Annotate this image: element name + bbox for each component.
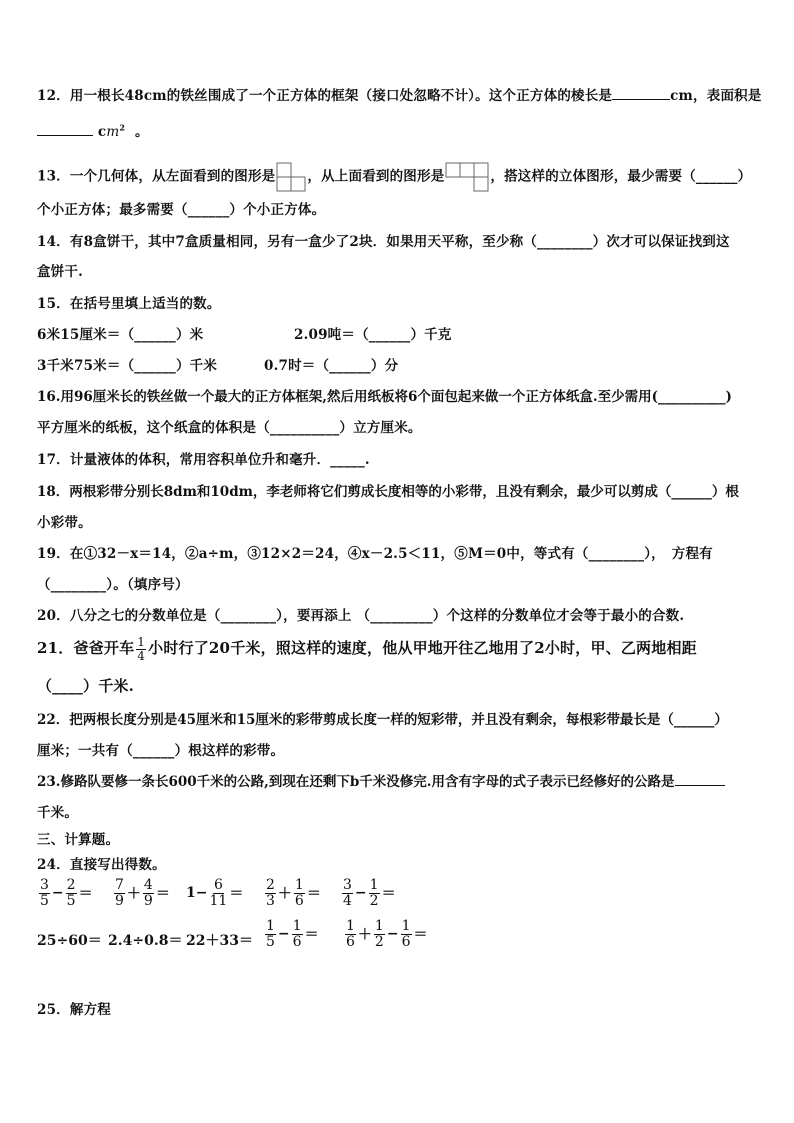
fraction: $\frac{1}{4}$ [137,635,146,663]
question-22-line-1: 22．把两根长度分别是45厘米和15厘米的彩带剪成长度一样的短彩带，并且没有剩余，每根彩带最长是（______） [37,712,728,728]
answer-blank[interactable] [37,135,93,136]
question-18-line-2: 小彩带。 [37,515,92,531]
question-21-line-1: 21．爸爸开车 $\frac{1}{4}$ 小时行了20千米，照这样的速度，他从甲地开往乙地用了2小时，甲、乙两地相距 [37,635,697,663]
question-15-item: 2.09吨＝（______）千克 [294,327,452,343]
question-15-item: 3千米75米＝（______）千米 [37,358,218,374]
question-23-line-2: 千米。 [37,805,79,821]
question-13-line-2: 个小正方体；最多需要（______）个小正方体。 [37,202,326,218]
question-15-item: 6米15厘米＝（______）米 [37,327,204,343]
question-14-line-2: 盒饼干. [37,264,83,280]
question-16-line-2: 平方厘米的纸板，这个纸盒的体积是（__________）立方厘米。 [37,420,422,436]
calc-item: $\frac{3}{5}$ − $\frac{2}{5}$ ＝ [40,877,93,909]
question-23-line-1: 23.修路队要修一条长600千米的公路,到现在还剩下b千米没修完.用含有字母的式子表示已经修好的公路是 [37,770,725,790]
calc-item: 1− $\frac{6}{11}$ ＝ [186,877,244,909]
question-21-line-2: （____）千米. [37,677,135,695]
calc-item: 2.4÷0.8＝ [108,933,183,949]
calc-item: 25÷60＝ [37,933,102,949]
calc-item: $\frac{2}{3}$ ＋ $\frac{1}{6}$ ＝ [266,877,321,909]
question-15-title: 15．在括号里填上适当的数。 [37,296,221,312]
question-20: 20．八分之七的分数单位是（________），要再添上 （_________）个这样的分数单位才会等于最小的合数. [37,608,685,624]
question-12-line-1: 12．用一根长48cm的铁丝围成了一个正方体的框架（接口处忽略不计）。这个正方体的棱长是 cm，表面积是 [37,88,762,104]
calc-item: 22＋33＝ [186,933,253,949]
question-22-line-2: 厘米；一共有（______）根这样的彩带。 [37,743,285,759]
question-12-line-2: $cm^2$ 。 [37,120,149,140]
calc-item: $\frac{3}{4}$ − $\frac{1}{2}$ ＝ [343,877,396,909]
question-16-line-1: 16.用96厘米长的铁丝做一个最大的正方体框架,然后用纸板将6个面包起来做一个正方体纸盒.至少需用(__________) [37,389,732,405]
calc-item: $\frac{1}{6}$ ＋ $\frac{1}{2}$ − $\frac{1}{6}$ ＝ [346,918,428,950]
answer-blank[interactable] [612,99,670,100]
question-25: 25．解方程 [37,1002,111,1018]
question-13-line-1: 13．一个几何体，从左面看到的图形是 ，从上面看到的图形是 ，搭这样的立体图形，最少需要（______） [37,162,751,192]
top-view-icon [445,162,489,192]
calc-item: $\frac{1}{5}$ − $\frac{1}{6}$ ＝ [266,918,319,950]
left-view-icon [276,162,306,192]
question-19-line-1: 19．在①32－x＝14，②a÷m，③12×2＝24，④x－2.5＜11，⑤M＝0中，等式有（________）， 方程有 [37,546,713,562]
question-14-line-1: 14．有8盒饼干，其中7盒质量相同，另有一盒少了2块．如果用天平称，至少称（________）次才可以保证找到这 [37,234,730,250]
answer-blank[interactable] [675,785,725,786]
question-24-title: 24．直接写出得数。 [37,857,166,873]
question-19-line-2: （________）。（填序号） [37,577,189,593]
question-15-item: 0.7时＝（______）分 [264,358,399,374]
question-17: 17．计量液体的体积，常用容积单位升和毫升．_____. [37,452,370,468]
calc-item: $\frac{7}{9}$ ＋ $\frac{4}{9}$ ＝ [115,877,170,909]
question-18-line-1: 18．两根彩带分别长8dm和10dm，李老师将它们剪成长度相等的小彩带，且没有剩余，最少可以剪成（______）根 [37,484,739,500]
section-heading: 三、计算题。 [37,832,120,848]
